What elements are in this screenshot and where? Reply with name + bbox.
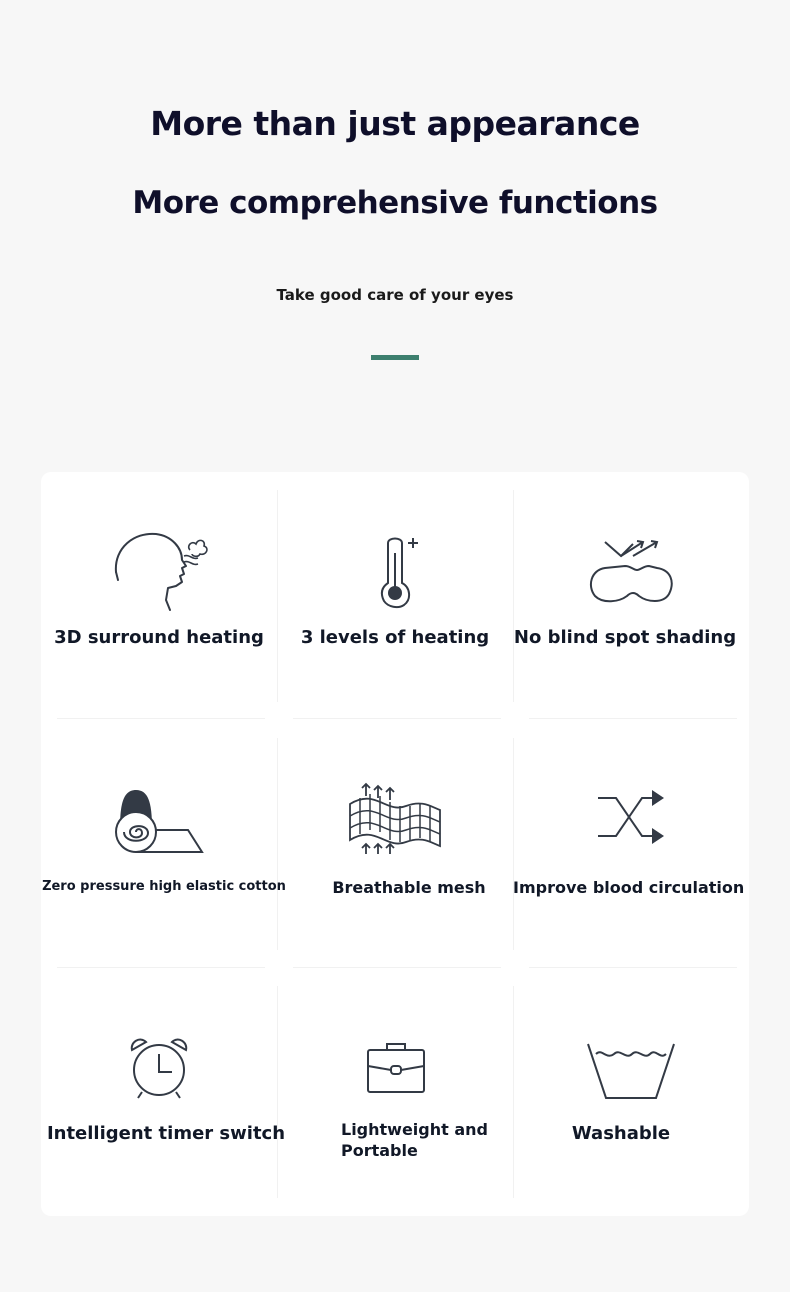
grid-divider (277, 490, 278, 702)
grid-divider (529, 967, 737, 968)
feature-label: Lightweight and Portable (341, 1120, 488, 1160)
grid-divider (277, 986, 278, 1198)
feature-label: 3D surround heating (54, 627, 264, 648)
headline-secondary: More comprehensive functions (132, 185, 658, 221)
grid-divider (57, 718, 265, 719)
accent-divider (371, 355, 419, 360)
rolled-mat-icon (112, 786, 206, 856)
thermometer-icon (370, 535, 424, 609)
feature-label: Improve blood circulation (513, 878, 745, 897)
grid-divider (293, 718, 501, 719)
eye-mask-icon (585, 538, 677, 606)
grid-divider (57, 967, 265, 968)
feature-label: Intelligent timer switch (46, 1123, 286, 1144)
feature-label: Washable (571, 1123, 671, 1144)
mesh-airflow-icon (346, 784, 444, 856)
shuffle-arrows-icon (594, 788, 668, 848)
feature-label: No blind spot shading (513, 627, 737, 648)
grid-divider (513, 986, 514, 1198)
grid-divider (293, 967, 501, 968)
headline-primary: More than just appearance (150, 104, 640, 143)
face-breath-icon (112, 530, 212, 614)
feature-label: 3 levels of heating (300, 627, 490, 648)
feature-label: Zero pressure high elastic cotton (42, 879, 286, 894)
grid-divider (513, 490, 514, 702)
feature-label: Breathable mesh (332, 878, 486, 897)
alarm-clock-icon (128, 1036, 190, 1100)
grid-divider (529, 718, 737, 719)
grid-divider (277, 738, 278, 950)
grid-divider (513, 738, 514, 950)
subtitle: Take good care of your eyes (276, 286, 514, 304)
briefcase-icon (365, 1040, 427, 1096)
wash-basin-icon (586, 1040, 676, 1100)
